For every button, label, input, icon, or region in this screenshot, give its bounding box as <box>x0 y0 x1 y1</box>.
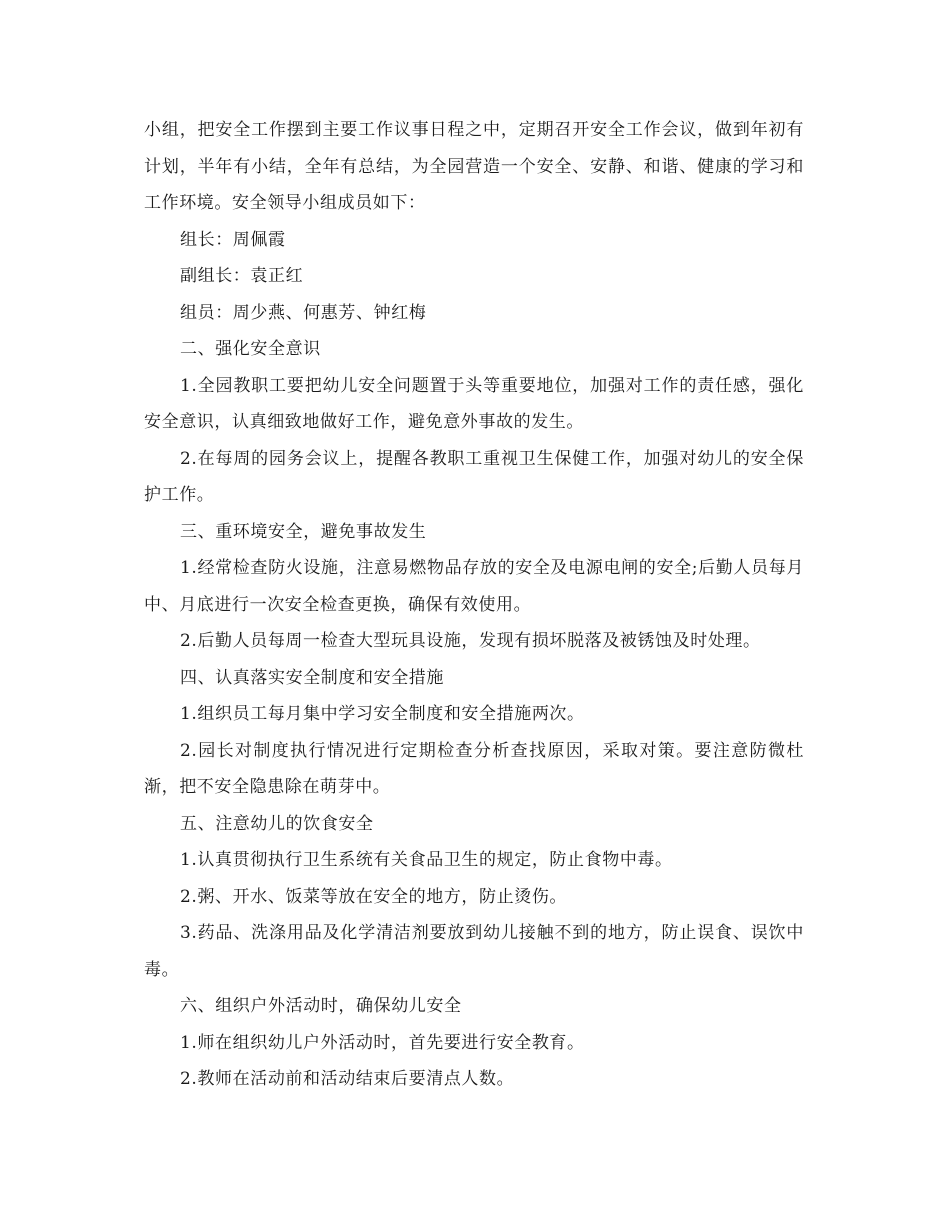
list-item: 2.教师在活动前和活动结束后要清点人数。 <box>180 1069 515 1089</box>
list-item: 1.认真贯彻执行卫生系统有关食品卫生的规定，防止食物中毒。 <box>180 850 673 870</box>
paragraph-leader: 组长：周佩霞 <box>180 229 286 250</box>
list-item: 1.全园教职工要把幼儿安全问题置于头等重要地位，加强对工作的责任感，强化安全意识，认真细致地做好工作，避免意外事故的发生。 <box>144 375 804 432</box>
document-body <box>144 112 804 1098</box>
section-heading-6: 六、组织户外活动时，确保幼儿安全 <box>180 996 462 1016</box>
section-heading-5: 五、注意幼儿的饮食安全 <box>180 813 374 834</box>
list-item: 2.园长对制度执行情况进行定期检查分析查找原因，采取对策。要注意防微杜渐，把不安全隐患除在萌芽中。 <box>144 740 804 797</box>
list-item: 1.组织员工每月集中学习安全制度和安全措施两次。 <box>180 704 585 724</box>
section-heading-2: 二、强化安全意识 <box>180 339 321 359</box>
paragraph-members: 组员：周少燕、何惠芳、钟红梅 <box>180 302 427 323</box>
list-item: 1.师在组织幼儿户外活动时，首先要进行安全教育。 <box>180 1032 585 1053</box>
paragraph-deputy-leader: 副组长：袁正红 <box>180 266 304 286</box>
list-item: 2.粥、开水、饭菜等放在安全的地方，防止烫伤。 <box>180 886 568 907</box>
list-item: 2.在每周的园务会议上，提醒各教职工重视卫生保健工作，加强对幼儿的安全保护工作。 <box>144 448 804 505</box>
list-item: 3.药品、洗涤用品及化学清洁剂要放到幼儿接触不到的地方，防止误食、误饮中毒。 <box>144 923 804 980</box>
section-heading-4: 四、认真落实安全制度和安全措施 <box>180 667 444 688</box>
section-heading-3: 三、重环境安全，避免事故发生 <box>180 521 427 542</box>
paragraph-intro-continuation: 小组，把安全工作摆到主要工作议事日程之中，定期召开安全工作会议，做到年初有计划，半年有小结，全年有总结，为全园营造一个安全、安静、和谐、健康的学习和工作环境。安全领导小组成员如下： <box>144 120 804 213</box>
list-item: 2.后勤人员每周一检查大型玩具设施，发现有损坏脱落及被锈蚀及时处理。 <box>180 631 761 651</box>
list-item: 1.经常检查防火设施，注意易燃物品存放的安全及电源电闸的安全;后勤人员每月中、月底进行一次安全检查更换，确保有效使用。 <box>144 558 804 615</box>
